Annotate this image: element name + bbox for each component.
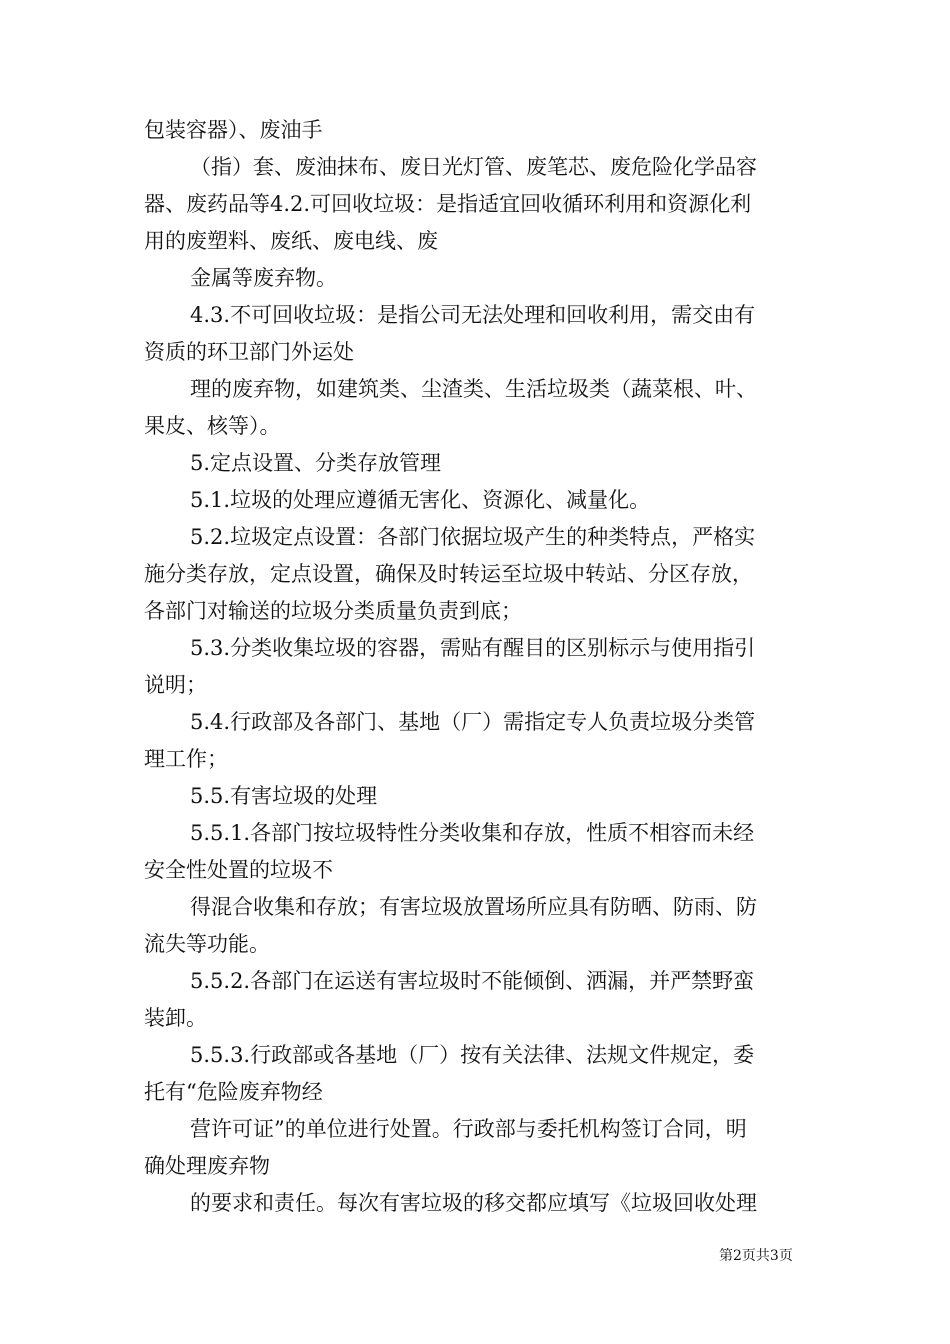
text-line: 营许可证”的单位进行处置。行政部与委托机构签订合同，明	[190, 1117, 747, 1141]
text-line: 确处理废弃物	[144, 1154, 270, 1178]
text-line: 5.5.3.行政部或各基地（厂）按有关法律、法规文件规定，委	[190, 1043, 755, 1067]
text-line: 包装容器）、废油手	[144, 118, 323, 142]
text-line: 器、废药品等4.2.可回收垃圾：是指适宜回收循环利用和资源化利	[144, 192, 752, 216]
text-line: 理工作；	[144, 747, 228, 771]
text-line: 5.2.垃圾定点设置：各部门依据垃圾产生的种类特点，严格实	[190, 525, 756, 549]
text-line: 各部门对输送的垃圾分类质量负责到底；	[144, 599, 522, 623]
text-line: 金属等废弃物。	[190, 266, 337, 290]
text-line: 施分类存放，定点设置，确保及时转运至垃圾中转站、分区存放，	[144, 562, 753, 586]
section-heading: 5.5.有害垃圾的处理	[190, 784, 378, 808]
document-body	[144, 112, 814, 1222]
text-line: 果皮、核等）。	[144, 414, 281, 438]
text-line: 的要求和责任。每次有害垃圾的移交都应填写《垃圾回收处理	[190, 1191, 757, 1215]
text-line: 装卸。	[144, 1006, 207, 1030]
text-line: 5.3.分类收集垃圾的容器，需贴有醒目的区别标示与使用指引	[190, 636, 756, 660]
text-line: 说明；	[144, 673, 207, 697]
text-line: 理的废弃物，如建筑类、尘渣类、生活垃圾类（蔬菜根、叶、	[190, 377, 757, 401]
text-line: 托有“危险废弃物经	[144, 1080, 323, 1104]
text-line: 资质的环卫部门外运处	[144, 340, 354, 364]
text-line: 5.5.1.各部门按垃圾特性分类收集和存放，性质不相容而未经	[190, 821, 755, 845]
text-line: 得混合收集和存放；有害垃圾放置场所应具有防晒、防雨、防	[190, 895, 757, 919]
text-line: 安全性处置的垃圾不	[144, 858, 333, 882]
text-line: 5.5.2.各部门在运送有害垃圾时不能倾倒、洒漏，并严禁野蛮	[190, 969, 755, 993]
text-line: 5.4.行政部及各部门、基地（厂）需指定专人负责垃圾分类管	[190, 710, 756, 734]
page-number-footer: 第2页共3页	[719, 1248, 793, 1264]
text-line: （指）套、废油抹布、废日光灯管、废笔芯、废危险化学品容	[190, 155, 757, 179]
section-heading: 5.定点设置、分类存放管理	[190, 451, 442, 475]
text-line: 流失等功能。	[144, 932, 270, 956]
text-line: 用的废塑料、废纸、废电线、废	[144, 229, 438, 253]
text-line: 5.1.垃圾的处理应遵循无害化、资源化、减量化。	[190, 488, 651, 512]
text-line: 4.3.不可回收垃圾：是指公司无法处理和回收利用，需交由有	[190, 303, 756, 327]
